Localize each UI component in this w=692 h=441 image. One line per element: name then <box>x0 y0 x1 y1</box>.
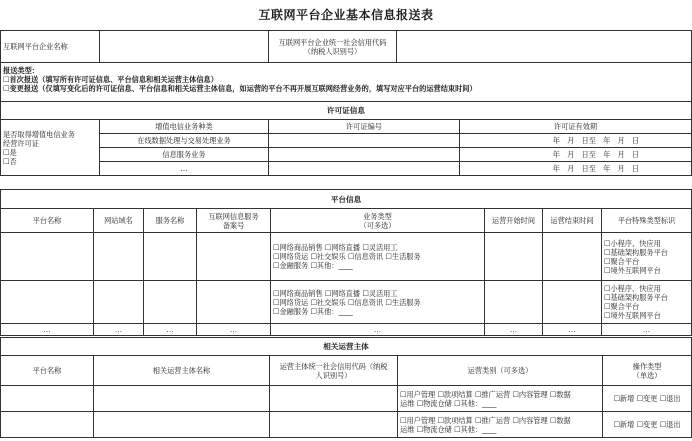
special-type-options[interactable] <box>602 281 692 324</box>
business-type-options[interactable] <box>271 281 485 324</box>
operator-row <box>1 412 692 438</box>
credit-code-label <box>269 31 397 63</box>
ellipsis: … <box>485 324 543 336</box>
credit-code-field[interactable] <box>397 31 692 63</box>
special-type-option[interactable]: ☐基础架构服务平台 <box>604 293 668 302</box>
domain-header: 网站域名 <box>94 209 144 233</box>
icp-field[interactable] <box>197 233 271 281</box>
operator-entity-field[interactable] <box>94 412 270 438</box>
operator-code-field[interactable] <box>270 412 398 438</box>
icp-header-line1: 互联网信息服务 <box>208 211 259 221</box>
platform-row <box>1 281 692 324</box>
ellipsis: … <box>144 324 197 336</box>
platform-name-field[interactable] <box>1 281 94 324</box>
ellipsis: … <box>543 324 602 336</box>
license-type-cell: 在线数据处理与交易处理业务 <box>100 134 269 148</box>
start-time-field[interactable] <box>485 233 543 281</box>
ellipsis: … <box>197 324 271 336</box>
license-validity-header: 许可证有效期 <box>460 120 692 134</box>
credit-code-label-line1: 互联网平台企业统一社会信用代码 <box>278 37 387 47</box>
platform-name-field[interactable] <box>1 233 94 281</box>
end-time-field[interactable] <box>543 281 602 324</box>
license-question-cell <box>1 120 100 176</box>
operator-category-line[interactable]: ☐用户管理 ☐款项结算 ☐推广运营 ☐内容管理 ☐数据 <box>400 389 571 399</box>
operator-table <box>0 337 692 438</box>
special-type-option[interactable]: ☐小程序、快应用 <box>604 238 661 248</box>
license-validity-field[interactable]: 年 月 日至 年 月 日 <box>460 134 692 148</box>
business-type-line[interactable]: ☐金融服务 ☐其他：____ <box>273 306 353 316</box>
service-name-field[interactable] <box>144 233 197 281</box>
business-type-line[interactable]: ☐网络货运 ☐社交娱乐 ☐信息资讯 ☐生活服务 <box>273 252 421 261</box>
ellipsis: … <box>94 324 144 336</box>
platform-row <box>1 233 692 281</box>
license-question-line1: 是否取得增值电信业务 <box>3 129 75 139</box>
business-type-header-line1: 业务类型 <box>363 211 392 221</box>
license-type-header: 增值电信业务种类 <box>100 120 269 134</box>
company-name-field[interactable] <box>100 31 269 63</box>
end-time-field[interactable] <box>543 233 602 281</box>
icp-field[interactable] <box>197 281 271 324</box>
operator-code-field[interactable] <box>270 386 398 412</box>
special-type-option[interactable]: ☐基础架构服务平台 <box>604 247 668 257</box>
operation-type-options[interactable]: ☐新增 ☐变更 ☐退出 <box>603 386 692 412</box>
operator-platform-header: 平台名称 <box>1 356 94 386</box>
license-validity-field[interactable]: 年 月 日至 年 月 日 <box>460 162 692 176</box>
end-time-header: 运营结束时间 <box>543 209 602 233</box>
platform-ellipsis-row <box>1 324 692 336</box>
operator-category-line[interactable]: 运维 ☐物流仓储 ☐其他：____ <box>400 398 497 408</box>
license-number-header: 许可证编号 <box>269 120 460 134</box>
special-type-option[interactable]: ☐境外互联网平台 <box>604 265 661 275</box>
business-type-header <box>271 209 485 233</box>
license-number-field[interactable] <box>269 148 460 162</box>
platform-table <box>0 189 692 336</box>
operation-type-header-line2: （单选） <box>632 370 662 380</box>
start-time-field[interactable] <box>485 281 543 324</box>
platform-name-header: 平台名称 <box>1 209 94 233</box>
license-type-cell: 信息服务业务 <box>100 148 269 162</box>
business-type-options[interactable] <box>271 233 485 281</box>
operator-section-header: 相关运营主体 <box>1 338 692 356</box>
operator-category-line[interactable]: 运维 ☐物流仓储 ☐其他：____ <box>400 424 497 434</box>
business-type-line[interactable]: ☐网络商品销售 ☐网络直播 ☐灵活用工 <box>273 243 398 252</box>
company-name-label: 互联网平台企业名称 <box>1 31 100 63</box>
operation-type-header <box>603 356 692 386</box>
business-type-line[interactable]: ☐网络货运 ☐社交娱乐 ☐信息资讯 ☐生活服务 <box>273 297 421 307</box>
operator-code-header-line2: 人识别号） <box>315 370 352 380</box>
operation-type-header-line1: 操作类型 <box>632 361 662 371</box>
special-type-option[interactable]: ☐聚合平台 <box>604 302 640 311</box>
operator-code-header-line1: 运营主体统一社会信用代码（纳税 <box>279 361 388 371</box>
ellipsis: … <box>1 324 94 336</box>
report-type-label: 报送类型： <box>3 66 39 75</box>
icp-header <box>197 209 271 233</box>
platform-section-header: 平台信息 <box>1 190 692 209</box>
special-type-options[interactable] <box>602 233 692 281</box>
service-name-header: 服务名称 <box>144 209 197 233</box>
report-type-first-option[interactable]: ☐首次报送（填写所有许可证信息、平台信息和相关运营主体信息） <box>3 75 218 84</box>
special-type-header: 平台特殊类型标识 <box>602 209 692 233</box>
license-validity-field[interactable]: 年 月 日至 年 月 日 <box>460 148 692 162</box>
ellipsis: … <box>271 324 485 336</box>
operator-category-header: 运营类别（可多选） <box>398 356 603 386</box>
operator-category-options[interactable] <box>398 412 603 438</box>
license-type-cell: … <box>100 162 269 176</box>
license-question-line2: 经营许可证 <box>3 138 39 148</box>
form-title: 互联网平台企业基本信息报送表 <box>258 8 434 22</box>
operator-category-options[interactable] <box>398 386 603 412</box>
report-type-change-option[interactable]: ☐变更报送（仅填写变化后的许可证信息、平台信息和相关运营主体信息，如运营的平台不再开展互联网经营业务的，填写对应平台的运营结束时间） <box>3 84 477 93</box>
operator-platform-field[interactable] <box>1 412 94 438</box>
service-name-field[interactable] <box>144 281 197 324</box>
operator-category-line[interactable]: ☐用户管理 ☐款项结算 ☐推广运营 ☐内容管理 ☐数据 <box>400 415 571 425</box>
special-type-option[interactable]: ☐境外互联网平台 <box>604 311 661 320</box>
domain-field[interactable] <box>94 281 144 324</box>
license-yes-checkbox[interactable]: ☐是 <box>3 147 17 157</box>
operation-type-options[interactable]: ☐新增 ☐变更 ☐退出 <box>603 412 692 438</box>
license-no-checkbox[interactable]: ☐否 <box>3 156 17 166</box>
business-type-header-line2: （可多选） <box>359 220 396 230</box>
operator-entity-field[interactable] <box>94 386 270 412</box>
license-number-field[interactable] <box>269 134 460 148</box>
special-type-option[interactable]: ☐聚合平台 <box>604 256 640 266</box>
start-time-header: 运营开始时间 <box>485 209 543 233</box>
license-number-field[interactable] <box>269 162 460 176</box>
license-section-header: 许可证信息 <box>1 102 692 120</box>
operator-entity-header: 相关运营主体名称 <box>94 356 270 386</box>
operator-platform-field[interactable] <box>1 386 94 412</box>
domain-field[interactable] <box>94 233 144 281</box>
business-type-line[interactable]: ☐金融服务 ☐其他：____ <box>273 261 353 270</box>
business-type-line[interactable]: ☐网络商品销售 ☐网络直播 ☐灵活用工 <box>273 288 398 298</box>
credit-code-label-line2: （纳税人识别号） <box>303 46 362 56</box>
icp-header-line2: 备案号 <box>222 220 245 230</box>
ellipsis: … <box>602 324 692 336</box>
operator-row <box>1 386 692 412</box>
company-info-table <box>0 30 692 102</box>
report-type-cell <box>1 63 692 102</box>
special-type-option[interactable]: ☐小程序、快应用 <box>604 284 661 293</box>
license-table <box>0 101 692 176</box>
operator-code-header <box>270 356 398 386</box>
